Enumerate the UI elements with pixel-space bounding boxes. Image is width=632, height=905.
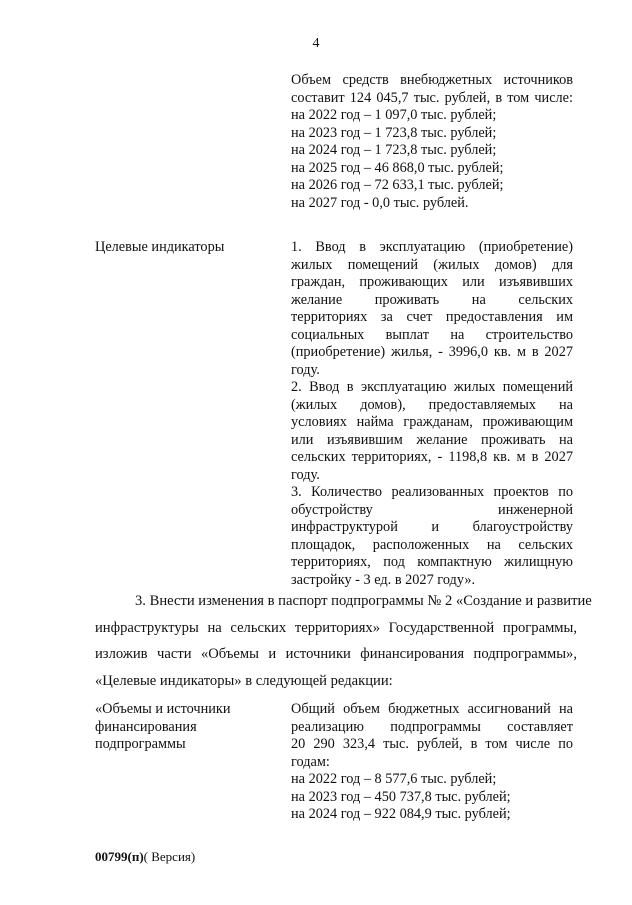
- text-line: на 2022 год – 1 097,0 тыс. рублей;: [291, 107, 497, 123]
- text-line: на 2026 год – 72 633,1 тыс. рублей;: [291, 177, 504, 193]
- text-line: «Целевые индикаторы» в следующей редакции:: [95, 673, 393, 690]
- page-number: 4: [312, 36, 320, 51]
- text-line: инфраструктурой и благоустройству: [291, 519, 573, 535]
- amendment-paragraph: [95, 588, 592, 695]
- text-line: 1. Ввод в эксплуатацию (приобретение): [291, 239, 573, 255]
- funding-label: [95, 701, 231, 754]
- text-line: Общий объем бюджетных ассигнований на: [291, 701, 573, 717]
- text-line: году.: [291, 466, 320, 483]
- text-line: (жилых домов), предоставляемых на: [291, 396, 573, 413]
- text-line: Объем средств внебюджетных источников: [291, 72, 573, 88]
- text-line: на 2024 год – 1 723,8 тыс. рублей;: [291, 142, 497, 158]
- text-line: 3. Внести изменения в паспорт подпрограммы № 2 «Создание и развитие: [135, 593, 592, 609]
- text-line: желание проживать на сельских: [291, 291, 573, 308]
- text-line: изложив части «Объемы и источники финансирования подпрограммы»,: [95, 646, 577, 663]
- text-line: граждан, проживающих или изъявивших: [291, 274, 573, 290]
- text-line: 2. Ввод в эксплуатацию жилых помещений: [291, 379, 573, 395]
- text-line: годам:: [291, 753, 330, 770]
- document-footer: [95, 849, 195, 865]
- text-line: (приобретение) жилья, - 3996,0 кв. м в 2027: [291, 344, 573, 360]
- text-line: на 2022 год – 8 577,6 тыс. рублей;: [291, 771, 497, 787]
- text-line: площадок, расположенных на сельских: [291, 536, 573, 553]
- document-version: ( Версия): [143, 849, 196, 864]
- text-line: году.: [291, 361, 320, 378]
- text-line: жилых помещений (жилых домов) для: [291, 256, 573, 273]
- extrabudget-block: [291, 72, 573, 212]
- text-line: условиях найма гражданам, проживающим: [291, 414, 573, 430]
- text-line: или изъявившим желание проживать на: [291, 431, 573, 448]
- text-line: инфраструктуры на сельских территориях» Государственной программы,: [95, 619, 577, 636]
- text-line: обустройству инженерной: [291, 501, 573, 518]
- text-line: 3. Количество реализованных проектов по: [291, 484, 573, 500]
- funding-block: [291, 701, 573, 824]
- text-line: социальных выплат на строительство: [291, 326, 573, 343]
- document-code: 00799(п): [95, 849, 144, 864]
- text-line: территориях, под компактную жилищную: [291, 554, 573, 570]
- text-line: на 2024 год – 922 084,9 тыс. рублей;: [291, 806, 511, 822]
- indicators-block: [291, 239, 573, 589]
- text-line: финансирования: [95, 718, 197, 735]
- text-line: 20 290 323,4 тыс. рублей, в том числе по: [291, 736, 573, 752]
- text-line: на 2023 год – 1 723,8 тыс. рублей;: [291, 124, 497, 141]
- text-line: территориях за счет предоставления им: [291, 309, 573, 325]
- text-line: подпрограммы: [95, 736, 186, 752]
- text-line: на 2027 год - 0,0 тыс. рублей.: [291, 194, 469, 211]
- text-line: застройку - 3 ед. в 2027 году».: [291, 571, 476, 588]
- text-line: на 2025 год – 46 868,0 тыс. рублей;: [291, 159, 504, 176]
- indicators-label: Целевые индикаторы: [95, 239, 225, 255]
- text-line: на 2023 год – 450 737,8 тыс. рублей;: [291, 788, 511, 805]
- text-line: сельских территориях, - 1198,8 кв. м в 2027: [291, 449, 573, 465]
- text-line: «Объемы и источники: [95, 701, 231, 717]
- text-line: составит 124 045,7 тыс. рублей, в том числе:: [291, 89, 573, 106]
- text-line: реализацию подпрограммы составляет: [291, 718, 573, 735]
